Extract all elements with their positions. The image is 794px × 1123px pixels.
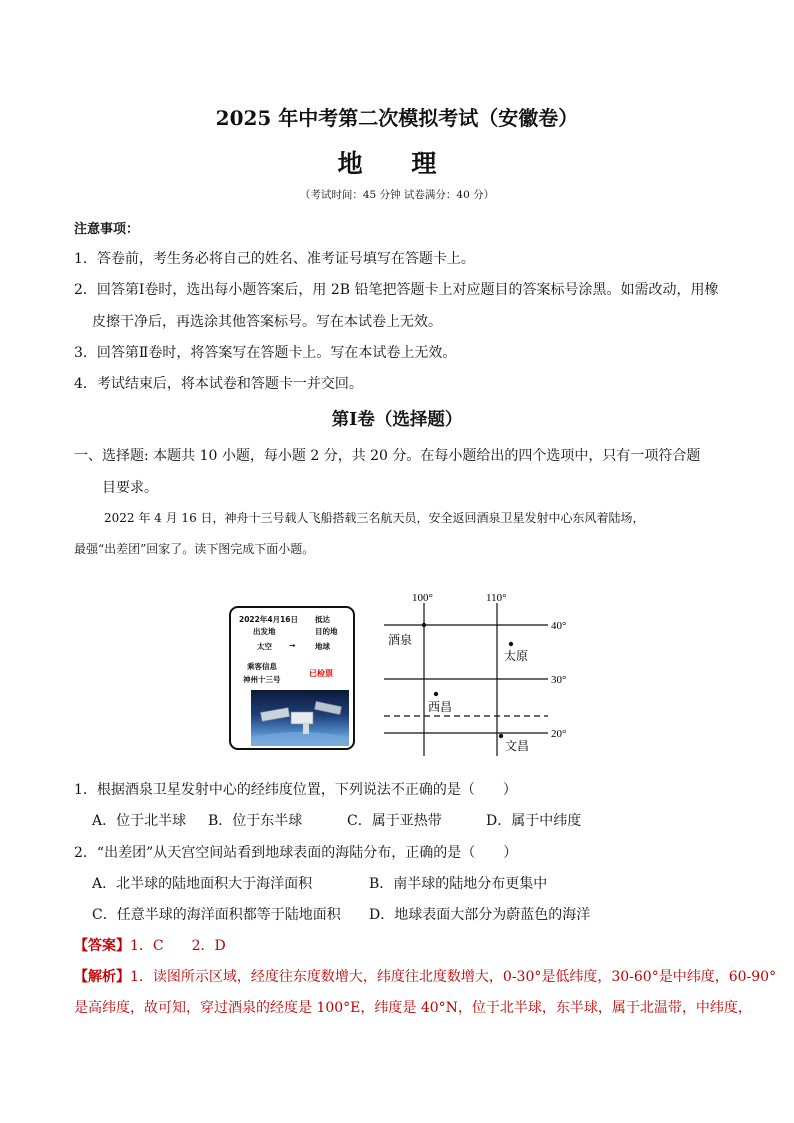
city-label: 太原 bbox=[504, 649, 529, 663]
material-intro: 2022 年 4 月 16 日，神舟十三号载人飞船搭载三名航天员，安全返回酒泉卫星发射中心东风着陆场， bbox=[104, 511, 645, 525]
city-label: 文昌 bbox=[505, 739, 530, 753]
arrow-icon: → bbox=[289, 641, 296, 650]
lat-label: 20° bbox=[551, 728, 567, 740]
question-stem: 2．“出差团”从天宫空间站看到地球表面的海陆分布，正确的是（ ） bbox=[74, 845, 518, 861]
ticket-origin: 太空 bbox=[257, 642, 272, 651]
city-dot bbox=[499, 734, 503, 738]
notice-item: 3．回答第Ⅱ卷时，将答案写在答题卡上。写在本试卷上无效。 bbox=[74, 345, 457, 361]
analysis-label: 【解析】 bbox=[74, 969, 130, 985]
exam-title: 2025 年中考第二次模拟考试（安徽卷） bbox=[215, 106, 579, 130]
answer-label: 【答案】 bbox=[74, 938, 130, 954]
part-instructions: 一、选择题: 本题共 10 小题，每小题 2 分，共 20 分。在每小题给出的四个选项中，只有一项符合题 bbox=[74, 448, 701, 464]
city-dot bbox=[434, 692, 438, 696]
option-d: D．地球表面大部分为蔚蓝色的海洋 bbox=[369, 907, 591, 923]
option-b: B．位于东半球 bbox=[208, 813, 303, 829]
space-station-image bbox=[251, 690, 349, 746]
part-instructions-continued: 目要求。 bbox=[102, 480, 158, 496]
answer-text: 1．C 2．D bbox=[130, 938, 226, 954]
ticket-passenger-label: 乘客信息 bbox=[247, 662, 277, 671]
notice-heading: 注意事项： bbox=[74, 222, 140, 237]
option-c: C．属于亚热带 bbox=[347, 813, 442, 829]
ticket-origin-label: 出发地 bbox=[253, 627, 276, 636]
ticket-dest-label: 目的地 bbox=[315, 627, 338, 636]
space-station-icon bbox=[251, 690, 349, 746]
notice-item: 1．答卷前，考生务必将自己的姓名、准考证号填写在答题卡上。 bbox=[74, 251, 475, 267]
notice-item: 2．回答第Ⅰ卷时，选出每小题答案后，用 2B 铅笔把答题卡上对应题目的答案标号涂黑。如需改动，用橡 bbox=[74, 282, 719, 298]
ticket-card bbox=[229, 606, 355, 750]
ticket-dest: 地球 bbox=[315, 642, 330, 651]
option-c: C．任意半球的海洋面积都等于陆地面积 bbox=[92, 907, 341, 923]
lat-label: 30° bbox=[551, 674, 567, 686]
ticket-status-stamp: 已检票 bbox=[309, 669, 333, 678]
material-intro-continued: 最强“出差团”回家了。读下图完成下面小题。 bbox=[74, 542, 315, 556]
option-d: D．属于中纬度 bbox=[486, 813, 582, 829]
city-dot bbox=[509, 642, 513, 646]
city-label: 酒泉 bbox=[388, 633, 413, 647]
exam-info: （考试时间：45 分钟 试卷满分：40 分） bbox=[299, 189, 495, 201]
ticket-arrive: 抵达 bbox=[315, 615, 330, 624]
option-b: B．南半球的陆地分布更集中 bbox=[369, 876, 548, 892]
answer-line bbox=[74, 935, 226, 955]
question-stem: 1．根据酒泉卫星发射中心的经纬度位置，下列说法不正确的是（ ） bbox=[74, 782, 517, 798]
lon-label: 110° bbox=[486, 592, 507, 604]
lat-lon-map bbox=[380, 588, 580, 756]
analysis-text-continued: 是高纬度，故可知，穿过酒泉的经度是 100°E，纬度是 40°N，位于北半球，东半球，属于北温带，中纬度， bbox=[74, 1000, 752, 1016]
ticket-date: 2022年4月16日 bbox=[239, 615, 299, 624]
city-label: 西昌 bbox=[428, 700, 453, 714]
analysis-line bbox=[74, 966, 776, 986]
lon-label: 100° bbox=[412, 592, 433, 604]
lat-label: 40° bbox=[551, 620, 567, 632]
notice-item: 4．考试结束后，将本试卷和答题卡一并交回。 bbox=[74, 376, 363, 392]
city-dot bbox=[422, 623, 426, 627]
section-title: 第Ⅰ卷（选择题） bbox=[331, 410, 463, 430]
option-a: A．位于北半球 bbox=[92, 813, 187, 829]
analysis-text: 1．读图所示区域，经度往东度数增大，纬度往北度数增大，0-30°是低纬度，30-60°是中纬度，60-90° bbox=[130, 969, 777, 985]
subject-title: 地 理 bbox=[337, 149, 457, 178]
notice-item-continued: 皮擦干净后，再选涂其他答案标号。写在本试卷上无效。 bbox=[92, 314, 442, 330]
ticket-passenger: 神州十三号 bbox=[243, 675, 281, 684]
option-a: A．北半球的陆地面积大于海洋面积 bbox=[92, 876, 313, 892]
